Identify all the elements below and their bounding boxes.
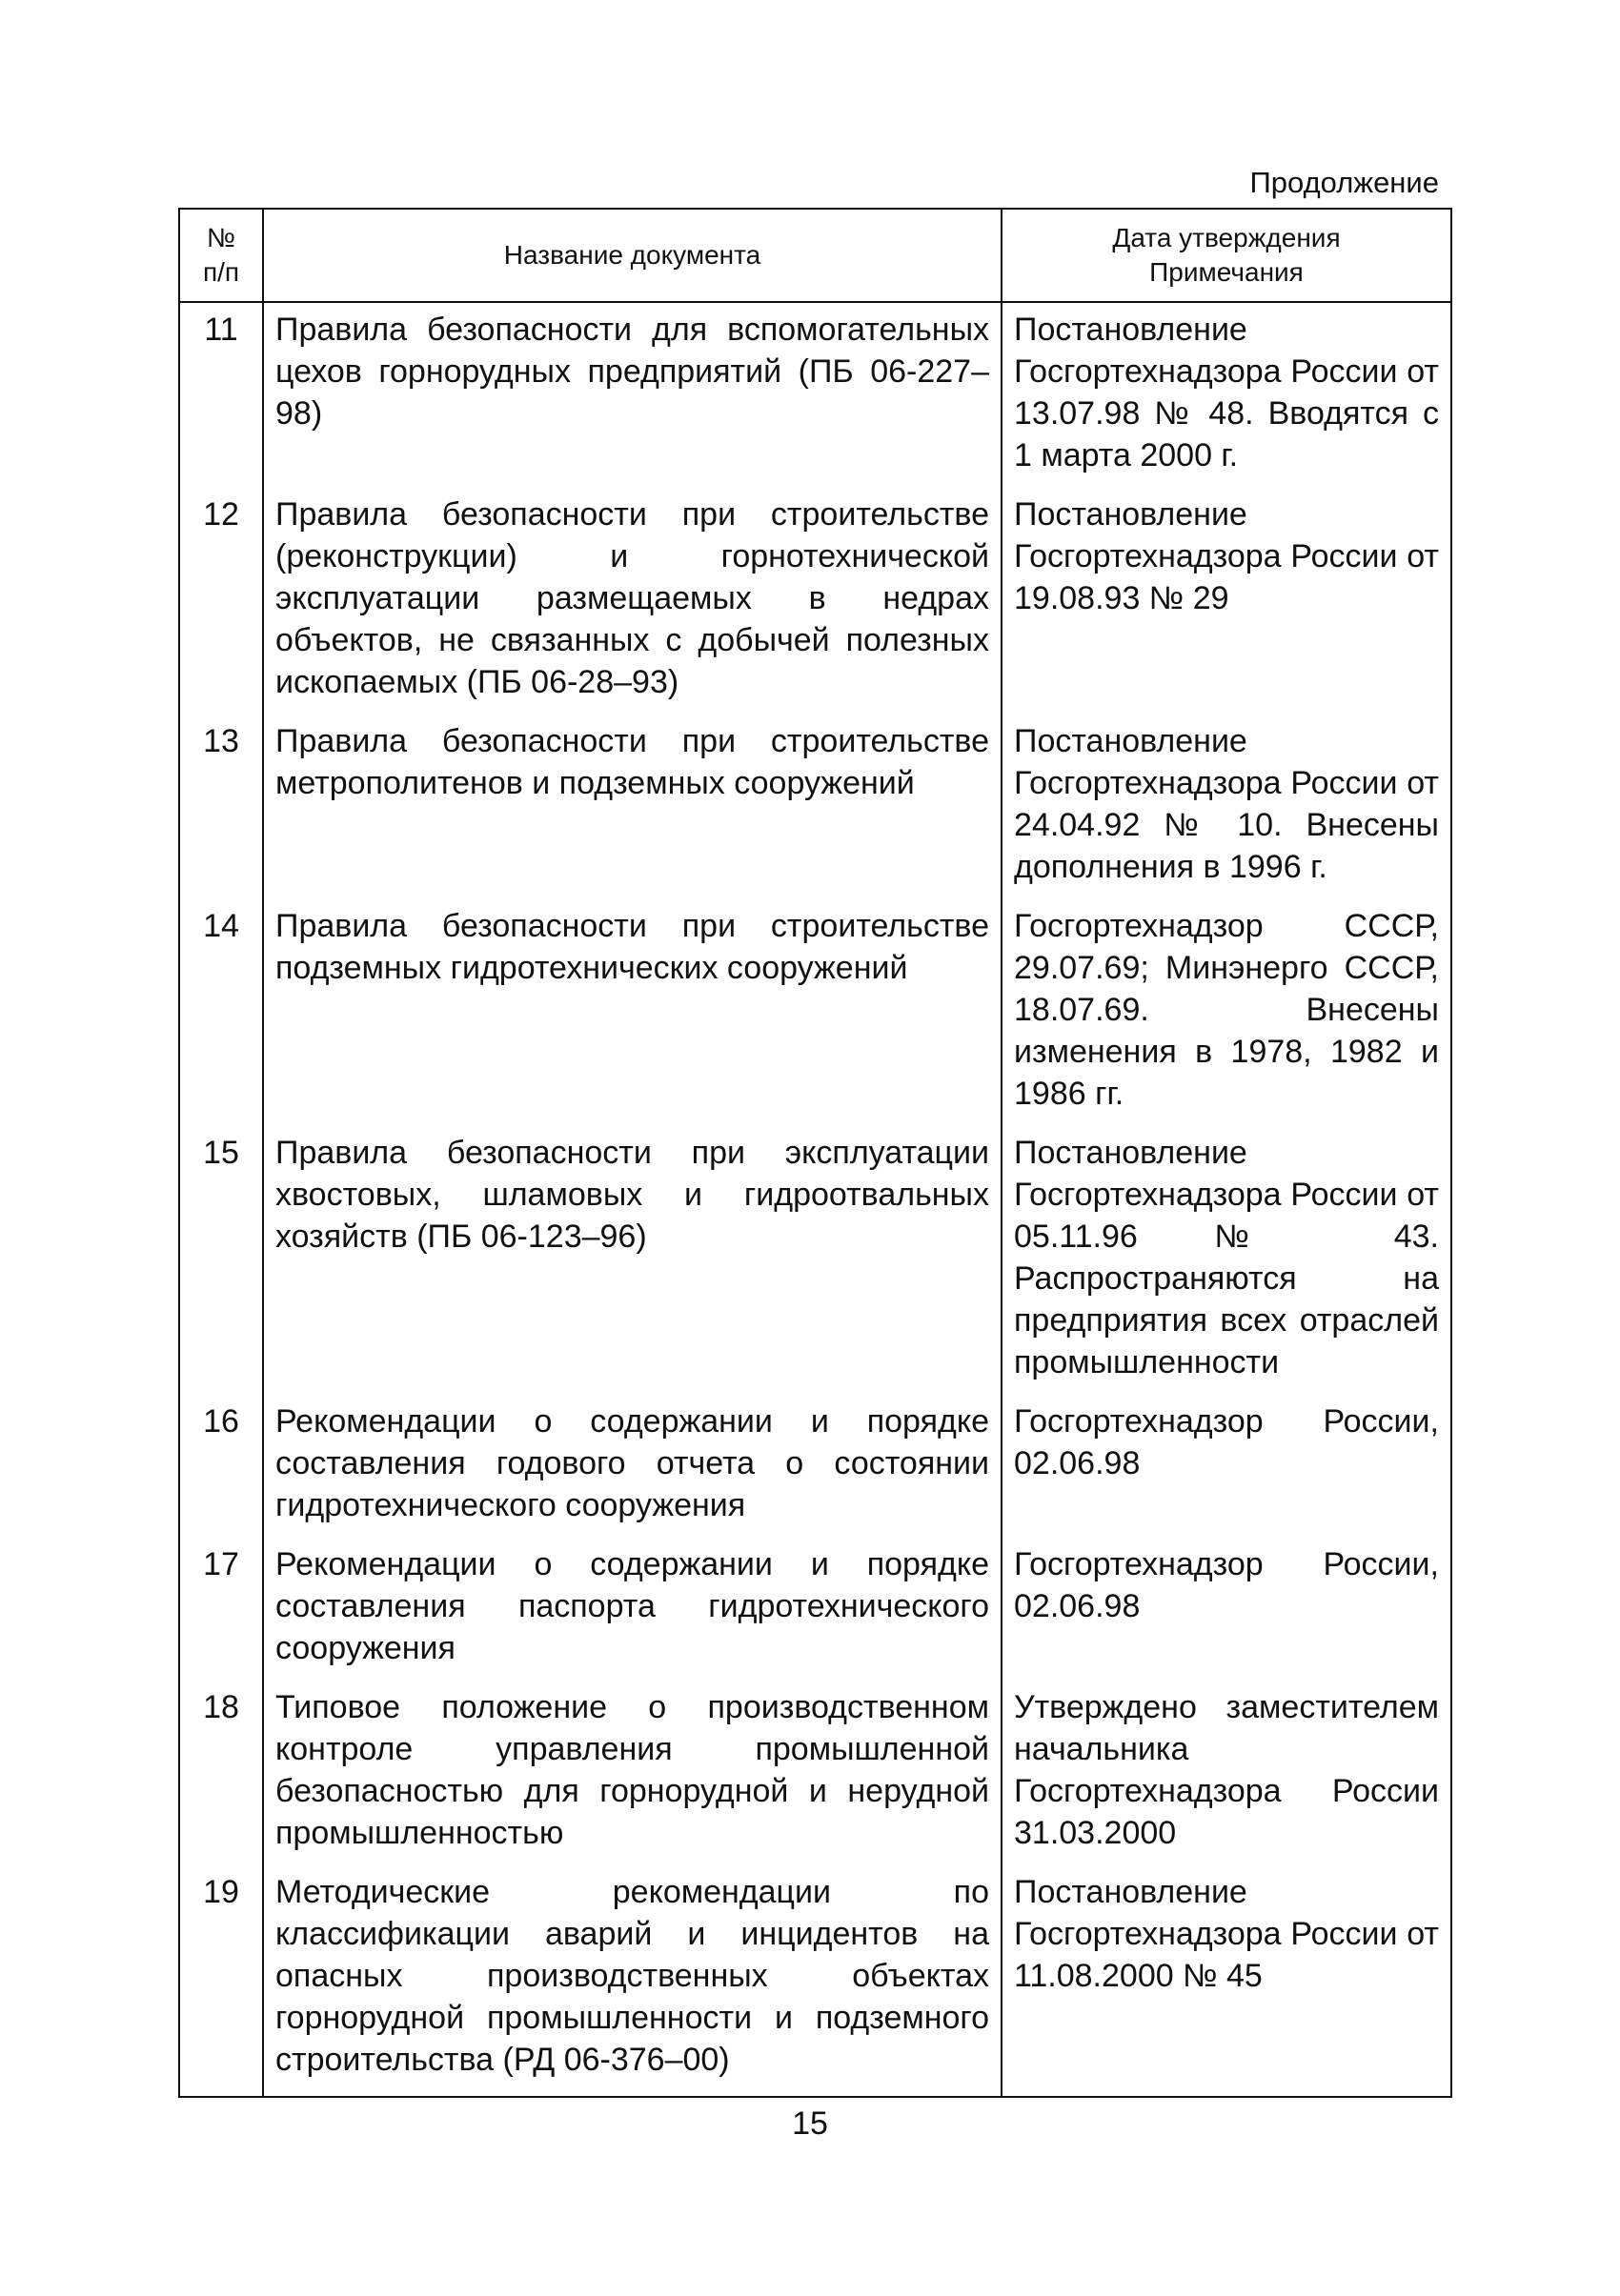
row-approval-note: Постановление Госгортехнадзора России от 05.11.96 № 43. Распространяются на предприятия всех отраслей промышленности bbox=[1002, 1132, 1451, 1400]
row-document-name: Правила безопасности при строительстве метрополитенов и подземных сооружений bbox=[263, 720, 1002, 905]
header-note-line-1: Дата утверждения bbox=[1112, 223, 1341, 252]
row-number: 16 bbox=[179, 1400, 263, 1543]
header-note-line-2: Примечания bbox=[1149, 257, 1304, 287]
row-number: 17 bbox=[179, 1543, 263, 1686]
row-approval-note: Постановление Госгортехнадзора России от 11.08.2000 № 45 bbox=[1002, 1871, 1451, 2097]
documents-table bbox=[178, 208, 1452, 2098]
table-row bbox=[179, 1543, 1451, 1686]
header-number bbox=[179, 209, 263, 302]
table-header-row bbox=[179, 209, 1451, 302]
header-name: Название документа bbox=[263, 209, 1002, 302]
row-number: 14 bbox=[179, 905, 263, 1132]
page-number: 15 bbox=[792, 2105, 828, 2142]
row-number: 13 bbox=[179, 720, 263, 905]
table-row bbox=[179, 720, 1451, 905]
row-document-name: Типовое положение о производственном контроле управления промышленной безопасностью для горнорудной и нерудной промышленностью bbox=[263, 1686, 1002, 1871]
row-document-name: Правила безопасности при строительстве (реконструкции) и горнотехнической эксплуатации размещаемых в недрах объектов, не связанных с добычей полезных ископаемых (ПБ 06-28–93) bbox=[263, 493, 1002, 720]
continuation-label: Продолжение bbox=[1249, 166, 1439, 199]
row-approval-note: Постановление Госгортехнадзора России от 19.08.93 № 29 bbox=[1002, 493, 1451, 720]
table-row bbox=[179, 1686, 1451, 1871]
row-approval-note: Госгортехнадзор СССР, 29.07.69; Минэнерго СССР, 18.07.69. Внесены изменения в 1978, 1982 и 1986 гг. bbox=[1002, 905, 1451, 1132]
row-approval-note: Постановление Госгортехнадзора России от 13.07.98 № 48. Вводятся с 1 марта 2000 г. bbox=[1002, 302, 1451, 493]
header-number-line-1: № bbox=[206, 223, 236, 252]
table-row bbox=[179, 493, 1451, 720]
table-row bbox=[179, 1400, 1451, 1543]
row-document-name: Правила безопасности при строительстве подземных гидротехнических сооружений bbox=[263, 905, 1002, 1132]
header-number-line-2: п/п bbox=[202, 257, 240, 287]
table-body bbox=[179, 302, 1451, 2097]
row-number: 19 bbox=[179, 1871, 263, 2097]
table-row bbox=[179, 1132, 1451, 1400]
table-row bbox=[179, 302, 1451, 493]
table-row bbox=[179, 905, 1451, 1132]
row-number: 15 bbox=[179, 1132, 263, 1400]
row-number: 18 bbox=[179, 1686, 263, 1871]
row-document-name: Рекомендации о содержании и порядке составления паспорта гидротехнического сооружения bbox=[263, 1543, 1002, 1686]
row-document-name: Правила безопасности при эксплуатации хвостовых, шламовых и гидроотвальных хозяйств (ПБ 06-123–96) bbox=[263, 1132, 1002, 1400]
row-number: 11 bbox=[179, 302, 263, 493]
header-note bbox=[1002, 209, 1451, 302]
row-approval-note: Утверждено заместителем начальника Госгортехнадзора России 31.03.2000 bbox=[1002, 1686, 1451, 1871]
table-row bbox=[179, 1871, 1451, 2097]
row-document-name: Правила безопасности для вспомогательных цехов горнорудных предприятий (ПБ 06-227–98) bbox=[263, 302, 1002, 493]
row-number: 12 bbox=[179, 493, 263, 720]
row-document-name: Методические рекомендации по классификации аварий и инцидентов на опасных производственных объектах горнорудной промышленности и подземного строительства (РД 06-376–00) bbox=[263, 1871, 1002, 2097]
row-approval-note: Постановление Госгортехнадзора России от 24.04.92 № 10. Внесены дополнения в 1996 г. bbox=[1002, 720, 1451, 905]
row-approval-note: Госгортехнадзор России, 02.06.98 bbox=[1002, 1543, 1451, 1686]
row-document-name: Рекомендации о содержании и порядке составления годового отчета о состоянии гидротехнического сооружения bbox=[263, 1400, 1002, 1543]
row-approval-note: Госгортехнадзор России, 02.06.98 bbox=[1002, 1400, 1451, 1543]
